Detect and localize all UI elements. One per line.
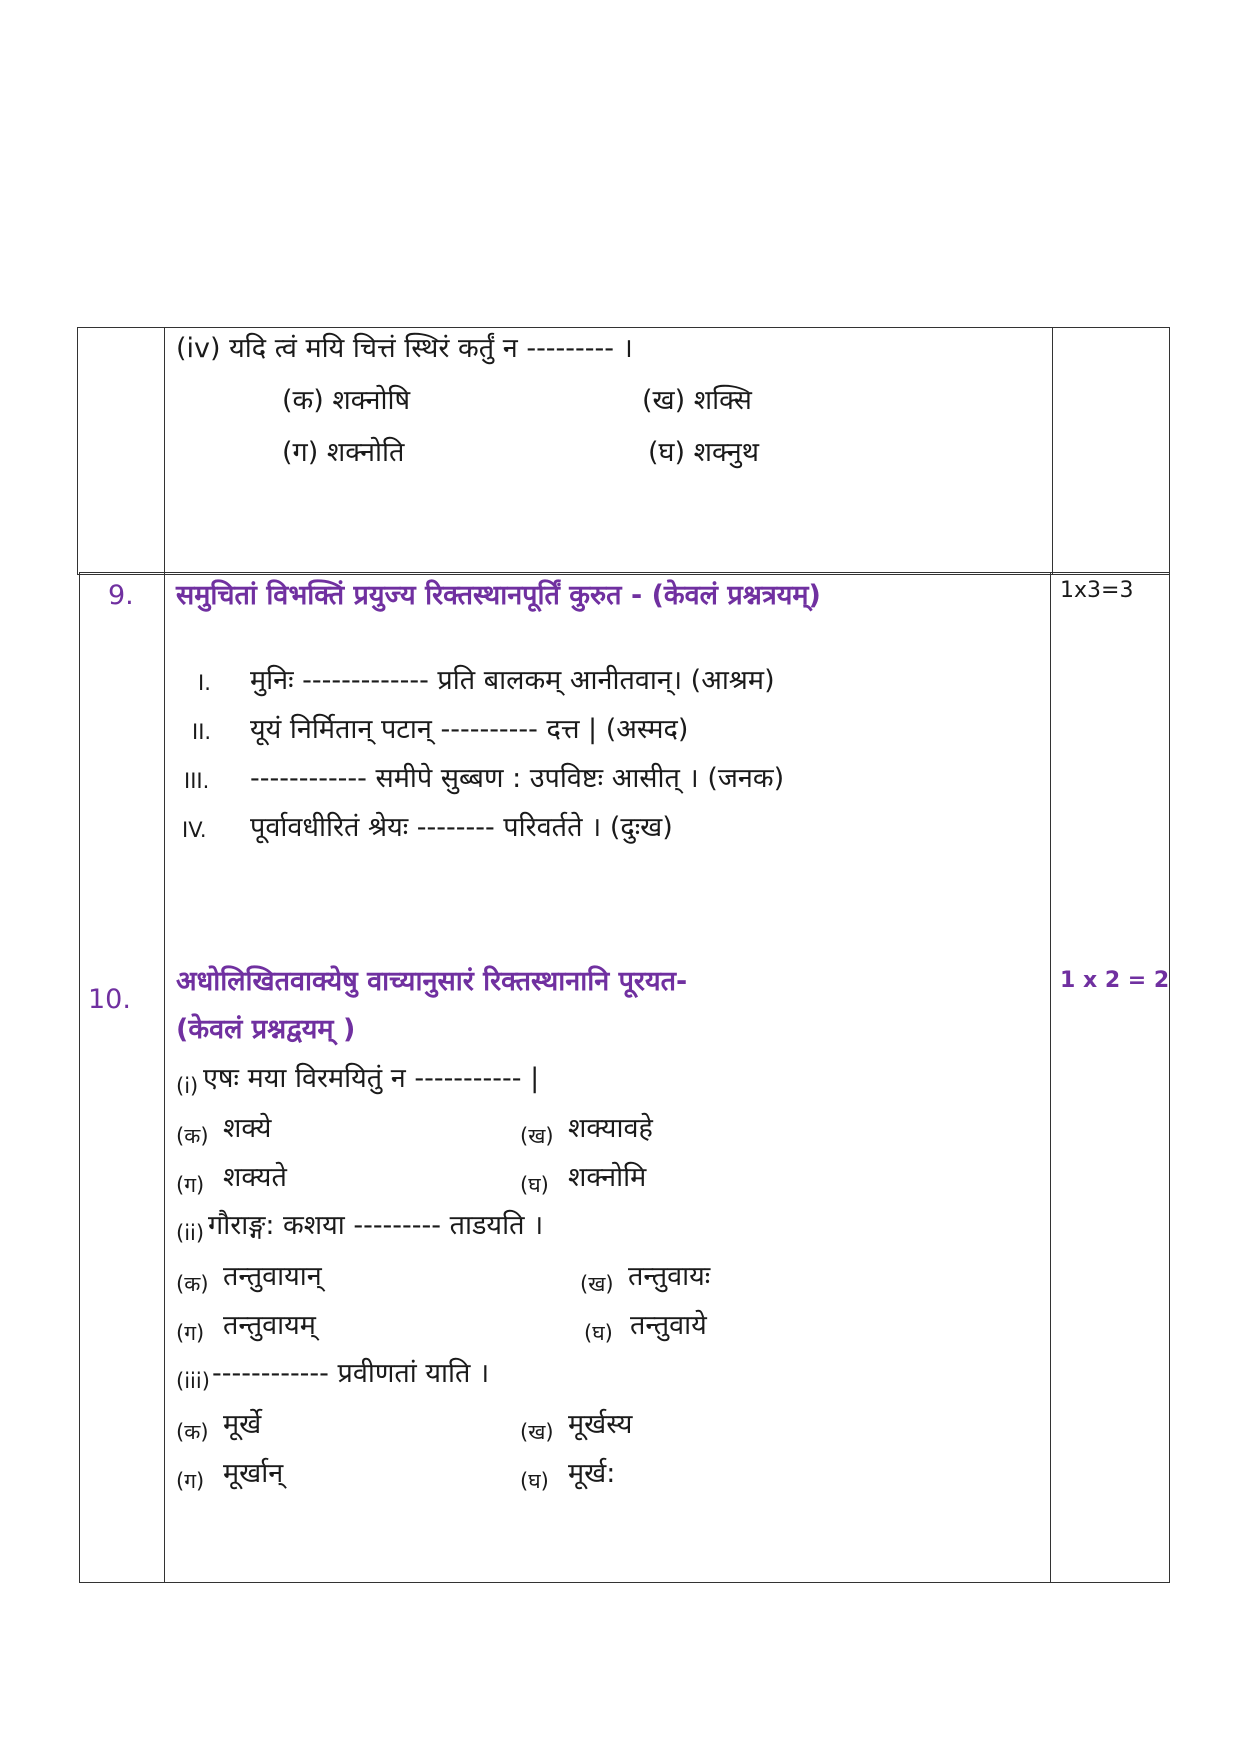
q10-sub-i-label: (i) <box>176 1074 199 1098</box>
q9-item-2-text: यूयं निर्मितान् पटान् ---------- दत्त | (अस्मद) <box>250 714 689 745</box>
q10-iii-opt-kha-label: (ख) <box>520 1420 554 1444</box>
q10-sub-iii-text: ------------ प्रवीणतां याति । <box>212 1358 490 1389</box>
q10-iii-opt-gha-label: (घ) <box>520 1469 549 1493</box>
q10-ii-opt-kha-text: तन्तुवायः <box>628 1261 711 1292</box>
q9-item-2-num: II. <box>192 720 212 744</box>
q10-iii-opt-gha-text: मूर्ख: <box>568 1458 616 1489</box>
q10-i-opt-gha-label: (घ) <box>520 1173 549 1197</box>
main-row-marks-cell <box>1050 572 1170 1583</box>
q9-item-3-text: ------------ समीपे सुब्बण : उपविष्टः आसीत् । (जनक) <box>250 763 785 794</box>
q9-marks: 1x3=3 <box>1060 578 1134 603</box>
q10-sub-iii-label: (iii) <box>176 1369 210 1393</box>
q10-i-opt-kha-label: (ख) <box>520 1124 554 1148</box>
q10-heading-line1: अधोलिखितवाक्येषु वाच्यानुसारं रिक्तस्थानानि पूरयत- <box>176 966 688 997</box>
q9-item-1-num: I. <box>198 671 211 695</box>
q10-ii-opt-ga-text: तन्तुवायम् <box>223 1310 316 1341</box>
option-ka: (क) शक्नोषि <box>282 385 411 416</box>
q10-ii-opt-gha-label: (घ) <box>584 1321 613 1345</box>
q9-heading: समुचितां विभक्तिं प्रयुज्य रिक्तस्थानपूर्तिं कुरुत - (केवलं प्रश्नत्रयम्) <box>176 580 821 611</box>
q10-i-opt-ka-text: शक्ये <box>223 1113 272 1144</box>
q10-iii-opt-ga-text: मूर्खान् <box>223 1458 284 1489</box>
q10-heading-line2: (केवलं प्रश्नद्वयम् ) <box>176 1014 356 1045</box>
q10-number: 10. <box>88 984 131 1015</box>
top-row-number-cell <box>77 327 165 575</box>
q10-i-opt-kha-text: शक्यावहे <box>568 1113 653 1144</box>
q9-number: 9. <box>108 580 134 611</box>
option-gha: (घ) शक्नुथ <box>648 437 760 468</box>
q9-item-4-num: IV. <box>182 818 207 842</box>
option-kha: (ख) शक्सि <box>642 385 752 416</box>
question-iv-text: (iv) यदि त्वं मयि चित्तं स्थिरं कर्तुं न --------- । <box>176 333 633 364</box>
q9-item-1-text: मुनिः ------------- प्रति बालकम् आनीतवान्। (आश्रम) <box>250 665 775 696</box>
q10-i-opt-ka-label: (क) <box>176 1124 209 1148</box>
q10-iii-opt-kha-text: मूर्खस्य <box>568 1409 633 1440</box>
q10-ii-opt-ka-label: (क) <box>176 1272 209 1296</box>
q10-ii-opt-gha-text: तन्तुवाये <box>630 1310 707 1341</box>
option-ga: (ग) शक्नोति <box>282 437 405 468</box>
q10-sub-i-text: एषः मया विरमयितुं न ----------- | <box>203 1063 540 1094</box>
q10-sub-ii-label: (ii) <box>176 1221 205 1245</box>
q10-sub-ii-text: गौराङ्ग: कशया --------- ताडयति । <box>208 1210 544 1241</box>
q10-iii-opt-ka-label: (क) <box>176 1420 209 1444</box>
q10-iii-opt-ga-label: (ग) <box>176 1469 205 1493</box>
q10-ii-opt-kha-label: (ख) <box>580 1272 614 1296</box>
q10-ii-opt-ga-label: (ग) <box>176 1321 205 1345</box>
q9-item-3-num: III. <box>184 769 210 793</box>
main-row-number-cell <box>79 572 165 1583</box>
q10-i-opt-gha-text: शक्नोमि <box>568 1162 647 1193</box>
top-row-marks-cell <box>1052 327 1170 575</box>
q10-iii-opt-ka-text: मूर्खे <box>223 1409 262 1440</box>
q10-i-opt-ga-text: शक्यते <box>223 1162 287 1193</box>
q9-item-4-text: पूर्वावधीरितं श्रेयः -------- परिवर्तते । (दुःख) <box>250 812 673 843</box>
q10-ii-opt-ka-text: तन्तुवायान् <box>223 1261 322 1292</box>
q10-i-opt-ga-label: (ग) <box>176 1173 205 1197</box>
q10-marks: 1 x 2 = 2 <box>1060 968 1170 993</box>
